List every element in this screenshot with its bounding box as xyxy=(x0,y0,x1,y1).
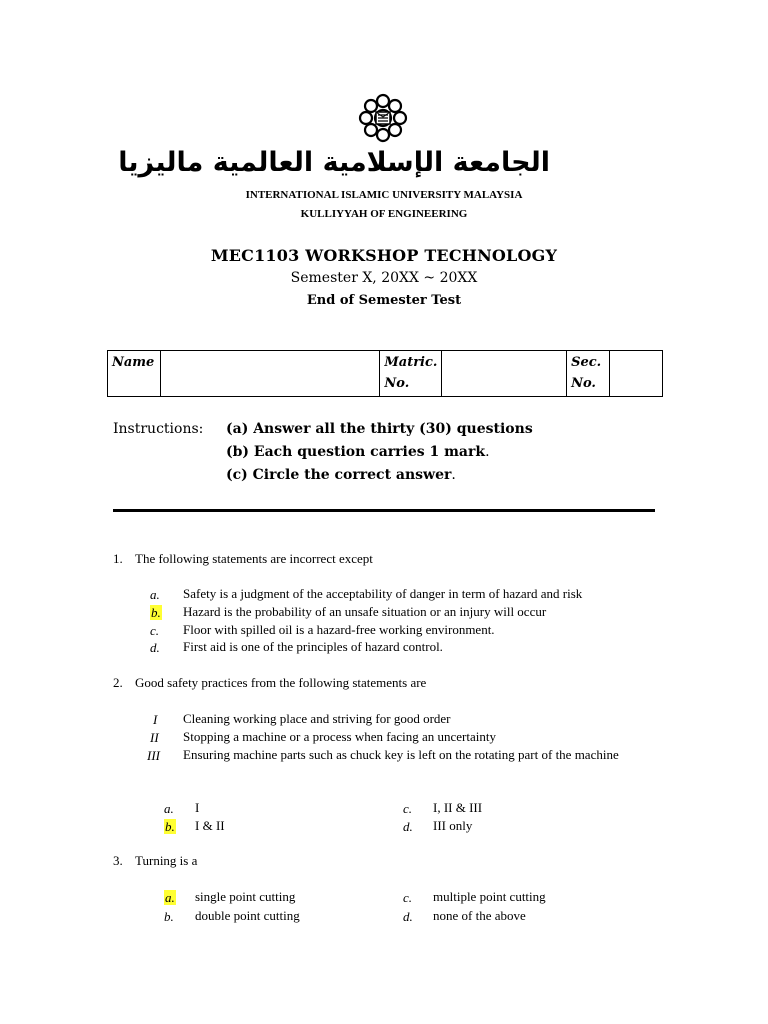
name-field[interactable] xyxy=(160,351,379,397)
university-name: INTERNATIONAL ISLAMIC UNIVERSITY MALAYSIA xyxy=(245,189,523,201)
question-number: 3. xyxy=(113,853,123,868)
option-letter[interactable]: b. xyxy=(164,909,174,924)
course-title: MEC1103 WORKSHOP TECHNOLOGY xyxy=(210,246,558,265)
statement-text: Ensuring machine parts such as chuck key is left on the rotating part of the machine xyxy=(183,747,619,762)
option-text[interactable]: I xyxy=(195,800,200,815)
option-text[interactable]: I, II & III xyxy=(433,800,483,815)
option-letter[interactable]: d. xyxy=(403,819,413,834)
instruction-a: (a) Answer all the thirty (30) questions xyxy=(226,421,533,437)
statement-roman: II xyxy=(150,730,159,745)
section-field[interactable] xyxy=(610,351,663,397)
name-label: Name xyxy=(108,351,161,397)
option-text[interactable]: single point cutting xyxy=(195,889,296,904)
option-text[interactable]: I & II xyxy=(195,818,225,833)
option-letter[interactable]: c. xyxy=(403,890,413,905)
option-text[interactable]: Safety is a judgment of the acceptability of danger in term of hazard and risk xyxy=(183,586,583,601)
student-info-table xyxy=(107,350,663,397)
option-letter[interactable]: b. xyxy=(165,819,175,834)
option-text[interactable]: none of the above xyxy=(433,908,526,923)
test-title: End of Semester Test xyxy=(306,293,462,308)
matric-field[interactable] xyxy=(442,351,567,397)
option-letter[interactable]: a. xyxy=(150,587,160,602)
option-letter[interactable]: a. xyxy=(164,801,174,816)
option-text[interactable]: Hazard is the probability of an unsafe situation or an injury will occur xyxy=(183,604,547,619)
statement-text: Cleaning working place and striving for good order xyxy=(183,711,451,726)
question-text: Good safety practices from the following statements are xyxy=(135,675,427,690)
arabic-university-name: الجامعة الإسلامية العالمية ماليزيا xyxy=(118,147,550,178)
statement-text: Stopping a machine or a process when facing an uncertainty xyxy=(183,729,496,744)
section-divider xyxy=(113,509,655,512)
question-number: 2. xyxy=(113,675,123,690)
option-text[interactable]: Floor with spilled oil is a hazard-free working environment. xyxy=(183,622,495,637)
matric-label: Matric. No. xyxy=(380,351,442,397)
question-text: Turning is a xyxy=(135,853,198,868)
option-text[interactable]: First aid is one of the principles of hazard control. xyxy=(183,639,443,654)
option-text[interactable]: multiple point cutting xyxy=(433,889,546,904)
section-label: Sec. No. xyxy=(567,351,610,397)
option-letter[interactable]: c. xyxy=(150,623,160,638)
option-text[interactable]: double point cutting xyxy=(195,908,300,923)
semester-line: Semester X, 20XX ~ 20XX xyxy=(290,270,478,286)
question-number: 1. xyxy=(113,551,123,566)
instruction-b: (b) Each question carries 1 mark. xyxy=(226,444,490,460)
option-letter[interactable]: d. xyxy=(403,909,413,924)
option-letter[interactable]: d. xyxy=(150,640,160,655)
instruction-c: (c) Circle the correct answer. xyxy=(226,467,456,483)
option-letter[interactable]: b. xyxy=(151,605,161,620)
faculty-name: KULLIYYAH OF ENGINEERING xyxy=(300,208,468,220)
iium-crest-icon xyxy=(354,93,412,143)
option-letter[interactable]: c. xyxy=(403,801,413,816)
option-letter[interactable]: a. xyxy=(165,890,175,905)
statement-roman: III xyxy=(147,748,160,763)
option-text[interactable]: III only xyxy=(433,818,473,833)
instructions-label: Instructions: xyxy=(113,421,204,437)
statement-roman: I xyxy=(153,712,158,727)
question-text: The following statements are incorrect except xyxy=(135,551,373,566)
